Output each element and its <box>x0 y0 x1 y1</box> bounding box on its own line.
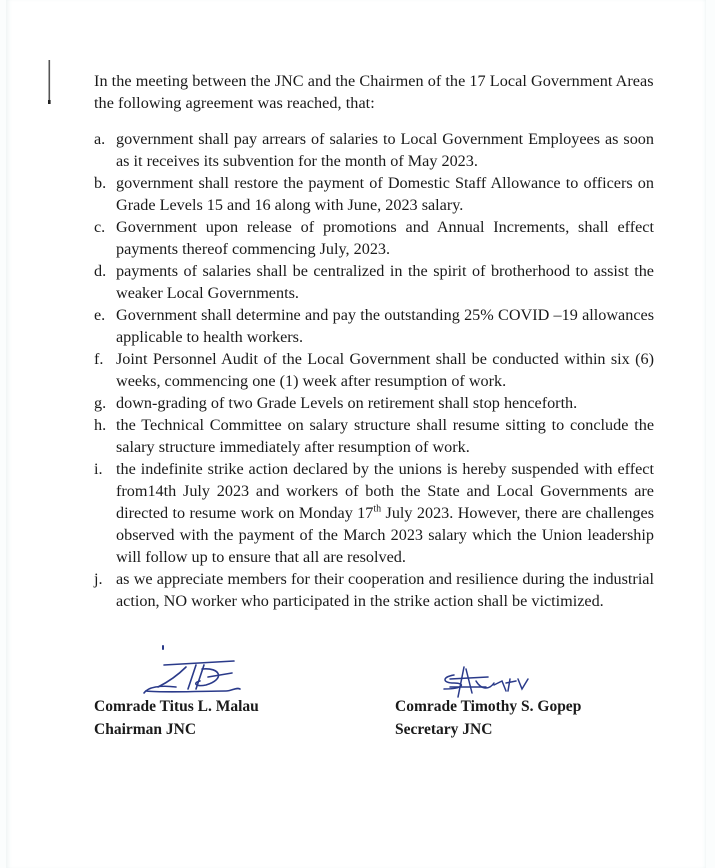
agreement-list <box>94 128 654 612</box>
agreement-item-j <box>94 568 654 612</box>
agreement-item-g <box>94 392 654 414</box>
item-marker: i. <box>94 460 103 478</box>
item-marker: j. <box>94 570 103 588</box>
item-text: government shall pay arrears of salaries to Local Government Employees as soon as it receives its subvention for the month of May 2023. <box>116 130 654 170</box>
agreement-item-b <box>94 172 654 216</box>
item-text: Government shall determine and pay the outstanding 25% COVID –19 allowances applicable to health workers. <box>116 306 654 346</box>
item-marker: b. <box>94 174 107 192</box>
ink-dot-mark <box>162 645 164 650</box>
item-text: the Technical Committee on salary structure shall resume sitting to conclude the salary structure immediately after resumption of work. <box>116 416 654 456</box>
ordinal-superscript: th <box>373 503 382 515</box>
signatory-title: Secretary JNC <box>395 721 493 738</box>
item-marker: f. <box>94 350 104 368</box>
agreement-item-d <box>94 260 654 304</box>
agreement-item-e <box>94 304 654 348</box>
signatory-name: Comrade Titus L. Malau <box>94 698 259 715</box>
secretary-signatory <box>395 695 581 741</box>
chairman-signatory <box>94 695 259 741</box>
item-marker: g. <box>94 394 107 412</box>
agreement-item-c <box>94 216 654 260</box>
item-text: down-grading of two Grade Levels on retirement shall stop henceforth. <box>116 394 578 412</box>
chairman-signature <box>136 657 246 697</box>
item-marker: c. <box>94 218 106 236</box>
item-text: as we appreciate members for their cooperation and resilience during the industrial action, NO worker who participated in the strike action shall be victimized. <box>116 570 654 610</box>
item-marker: d. <box>94 262 107 280</box>
item-text: Government upon release of promotions and Annual Increments, shall effect payments thereof commencing July, 2023. <box>116 218 654 258</box>
item-text: payments of salaries shall be centralized in the spirit of brotherhood to assist the weaker Local Governments. <box>116 262 654 302</box>
signatory-title: Chairman JNC <box>94 721 197 738</box>
document-page <box>6 0 706 868</box>
item-text <box>116 458 654 568</box>
item-text: Joint Personnel Audit of the Local Government shall be conducted within six (6) weeks, commencing one (1) week after resumption of work. <box>116 350 654 390</box>
margin-bracket-mark <box>48 60 51 104</box>
agreement-item-h <box>94 414 654 458</box>
item-text: government shall restore the payment of Domestic Staff Allowance to officers on Grade Levels 15 and 16 along with June, 2023 salary. <box>116 174 654 214</box>
agreement-item-f <box>94 348 654 392</box>
signatory-name: Comrade Timothy S. Gopep <box>395 698 582 715</box>
item-text-part: the indefinite strike action declared by the unions is hereby suspended with effect from14th July 2023 and workers of both the State and Local Governments are directed to resume work on Monday 17 <box>116 460 654 522</box>
item-marker: e. <box>94 306 106 324</box>
intro-paragraph: In the meeting between the JNC and the Chairmen of the 17 Local Government Areas the following agreement was reached, that: <box>94 72 654 112</box>
agreement-item-i <box>94 458 654 568</box>
item-marker: a. <box>94 130 106 148</box>
item-text-part: July 2023. However, there are challenges observed with the payment of the March 2023 salary which the Union leadership will follow up to ensure that all are resolved. <box>116 504 654 566</box>
item-marker: h. <box>94 416 107 434</box>
agreement-item-a <box>94 128 654 172</box>
